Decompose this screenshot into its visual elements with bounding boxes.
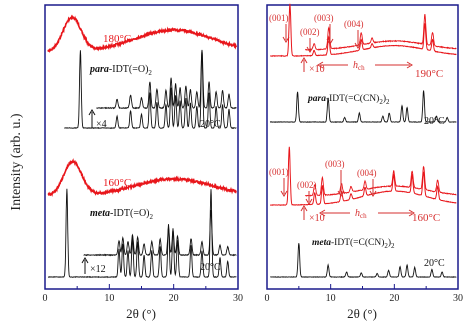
miller-mid-002: (002)	[297, 180, 317, 190]
right-compound-meta-prefix: meta	[312, 238, 331, 248]
right-x-axis-label: 2θ (°)	[347, 306, 377, 321]
right-compound-para	[307, 93, 390, 106]
right-compound-meta-close: )	[387, 238, 392, 248]
right-x-tick-label-10: 10	[325, 293, 336, 304]
right-panel	[265, 4, 464, 321]
left-series-1-magnified-trace	[97, 50, 237, 109]
left-x-tick-label-0: 0	[42, 293, 48, 304]
left-compound-para	[89, 64, 152, 77]
left-label-rt-2: 20°C	[200, 262, 221, 273]
right-compound-para-sub2: 2	[386, 98, 390, 106]
right-compound-meta	[312, 237, 395, 250]
right-compound-para-close: )	[382, 94, 386, 104]
right-compound-para-suffix: -IDT(=C(CN)	[325, 94, 380, 104]
miller-mid-003: (003)	[325, 159, 345, 169]
right-hch-2-main: h	[355, 208, 360, 219]
right-label-160C: 160°C	[412, 212, 441, 224]
left-label-160C: 160°C	[103, 177, 132, 189]
left-series-2-trace	[48, 161, 236, 195]
right-x-tick-label-20: 20	[389, 293, 400, 304]
right-label-rt-2: 20°C	[424, 258, 445, 269]
left-x-tick-label-10: 10	[104, 293, 115, 304]
miller-mid-001: (001)	[269, 167, 289, 177]
right-compound-meta-sub2: 2	[391, 242, 395, 250]
left-compound-para-sub: 2	[148, 69, 152, 77]
miller-mid-004: (004)	[357, 168, 377, 178]
left-compound-meta	[90, 208, 154, 221]
miller-top-002: (002)	[300, 27, 320, 37]
right-hch-1-main: h	[353, 60, 358, 71]
miller-top-004: (004)	[344, 19, 364, 29]
left-x-ticks	[43, 284, 244, 304]
left-label-rt-1: 20°C	[200, 119, 221, 130]
right-hch-2-sub: ch	[360, 212, 367, 220]
right-series-0-trace	[270, 4, 456, 56]
left-compound-meta-prefix: meta	[90, 208, 110, 219]
right-x-tick-label-30: 30	[453, 293, 463, 304]
left-mult-label-1: ×4	[96, 119, 107, 130]
left-series-0-trace	[48, 17, 236, 52]
left-traces	[48, 17, 236, 278]
right-compound-para-sub: 2	[379, 98, 383, 106]
right-miller-top	[269, 13, 364, 37]
miller-top-003: (003)	[314, 13, 334, 23]
left-compound-meta-suffix: -IDT(=O)	[110, 208, 150, 219]
right-series-2-magnified-trace	[305, 167, 456, 196]
left-label-180C: 180°C	[103, 33, 132, 45]
left-x-axis-label: 2θ (°)	[126, 306, 156, 321]
left-mult-label-2: ×12	[90, 264, 106, 275]
right-hch-1	[353, 60, 365, 72]
right-x-tick-label-0: 0	[264, 293, 270, 304]
left-x-tick-label-20: 20	[168, 293, 179, 304]
right-compound-meta-suffix: -IDT(=C(CN)	[331, 238, 385, 248]
y-axis-label: Intensity (arb. u.)	[9, 113, 24, 211]
right-hch-2	[355, 208, 367, 220]
right-mult-label-2: ×10	[309, 213, 325, 224]
right-label-190C: 190°C	[415, 68, 444, 80]
right-hch-1-sub: ch	[358, 64, 365, 72]
left-compound-para-prefix: para	[90, 64, 109, 75]
right-compound-meta-sub: 2	[384, 242, 388, 250]
right-mult-label-1: ×10	[309, 64, 325, 75]
left-x-tick-label-30: 30	[233, 293, 243, 304]
right-traces	[270, 4, 456, 277]
miller-top-001: (001)	[269, 13, 289, 23]
right-compound-para-prefix: para	[308, 94, 326, 104]
left-compound-para-suffix: -IDT(=O)	[108, 64, 149, 75]
left-compound-meta-sub: 2	[149, 213, 154, 221]
left-panel	[43, 5, 244, 321]
right-x-ticks	[265, 284, 464, 304]
right-label-rt-1: 20°C	[424, 116, 445, 127]
